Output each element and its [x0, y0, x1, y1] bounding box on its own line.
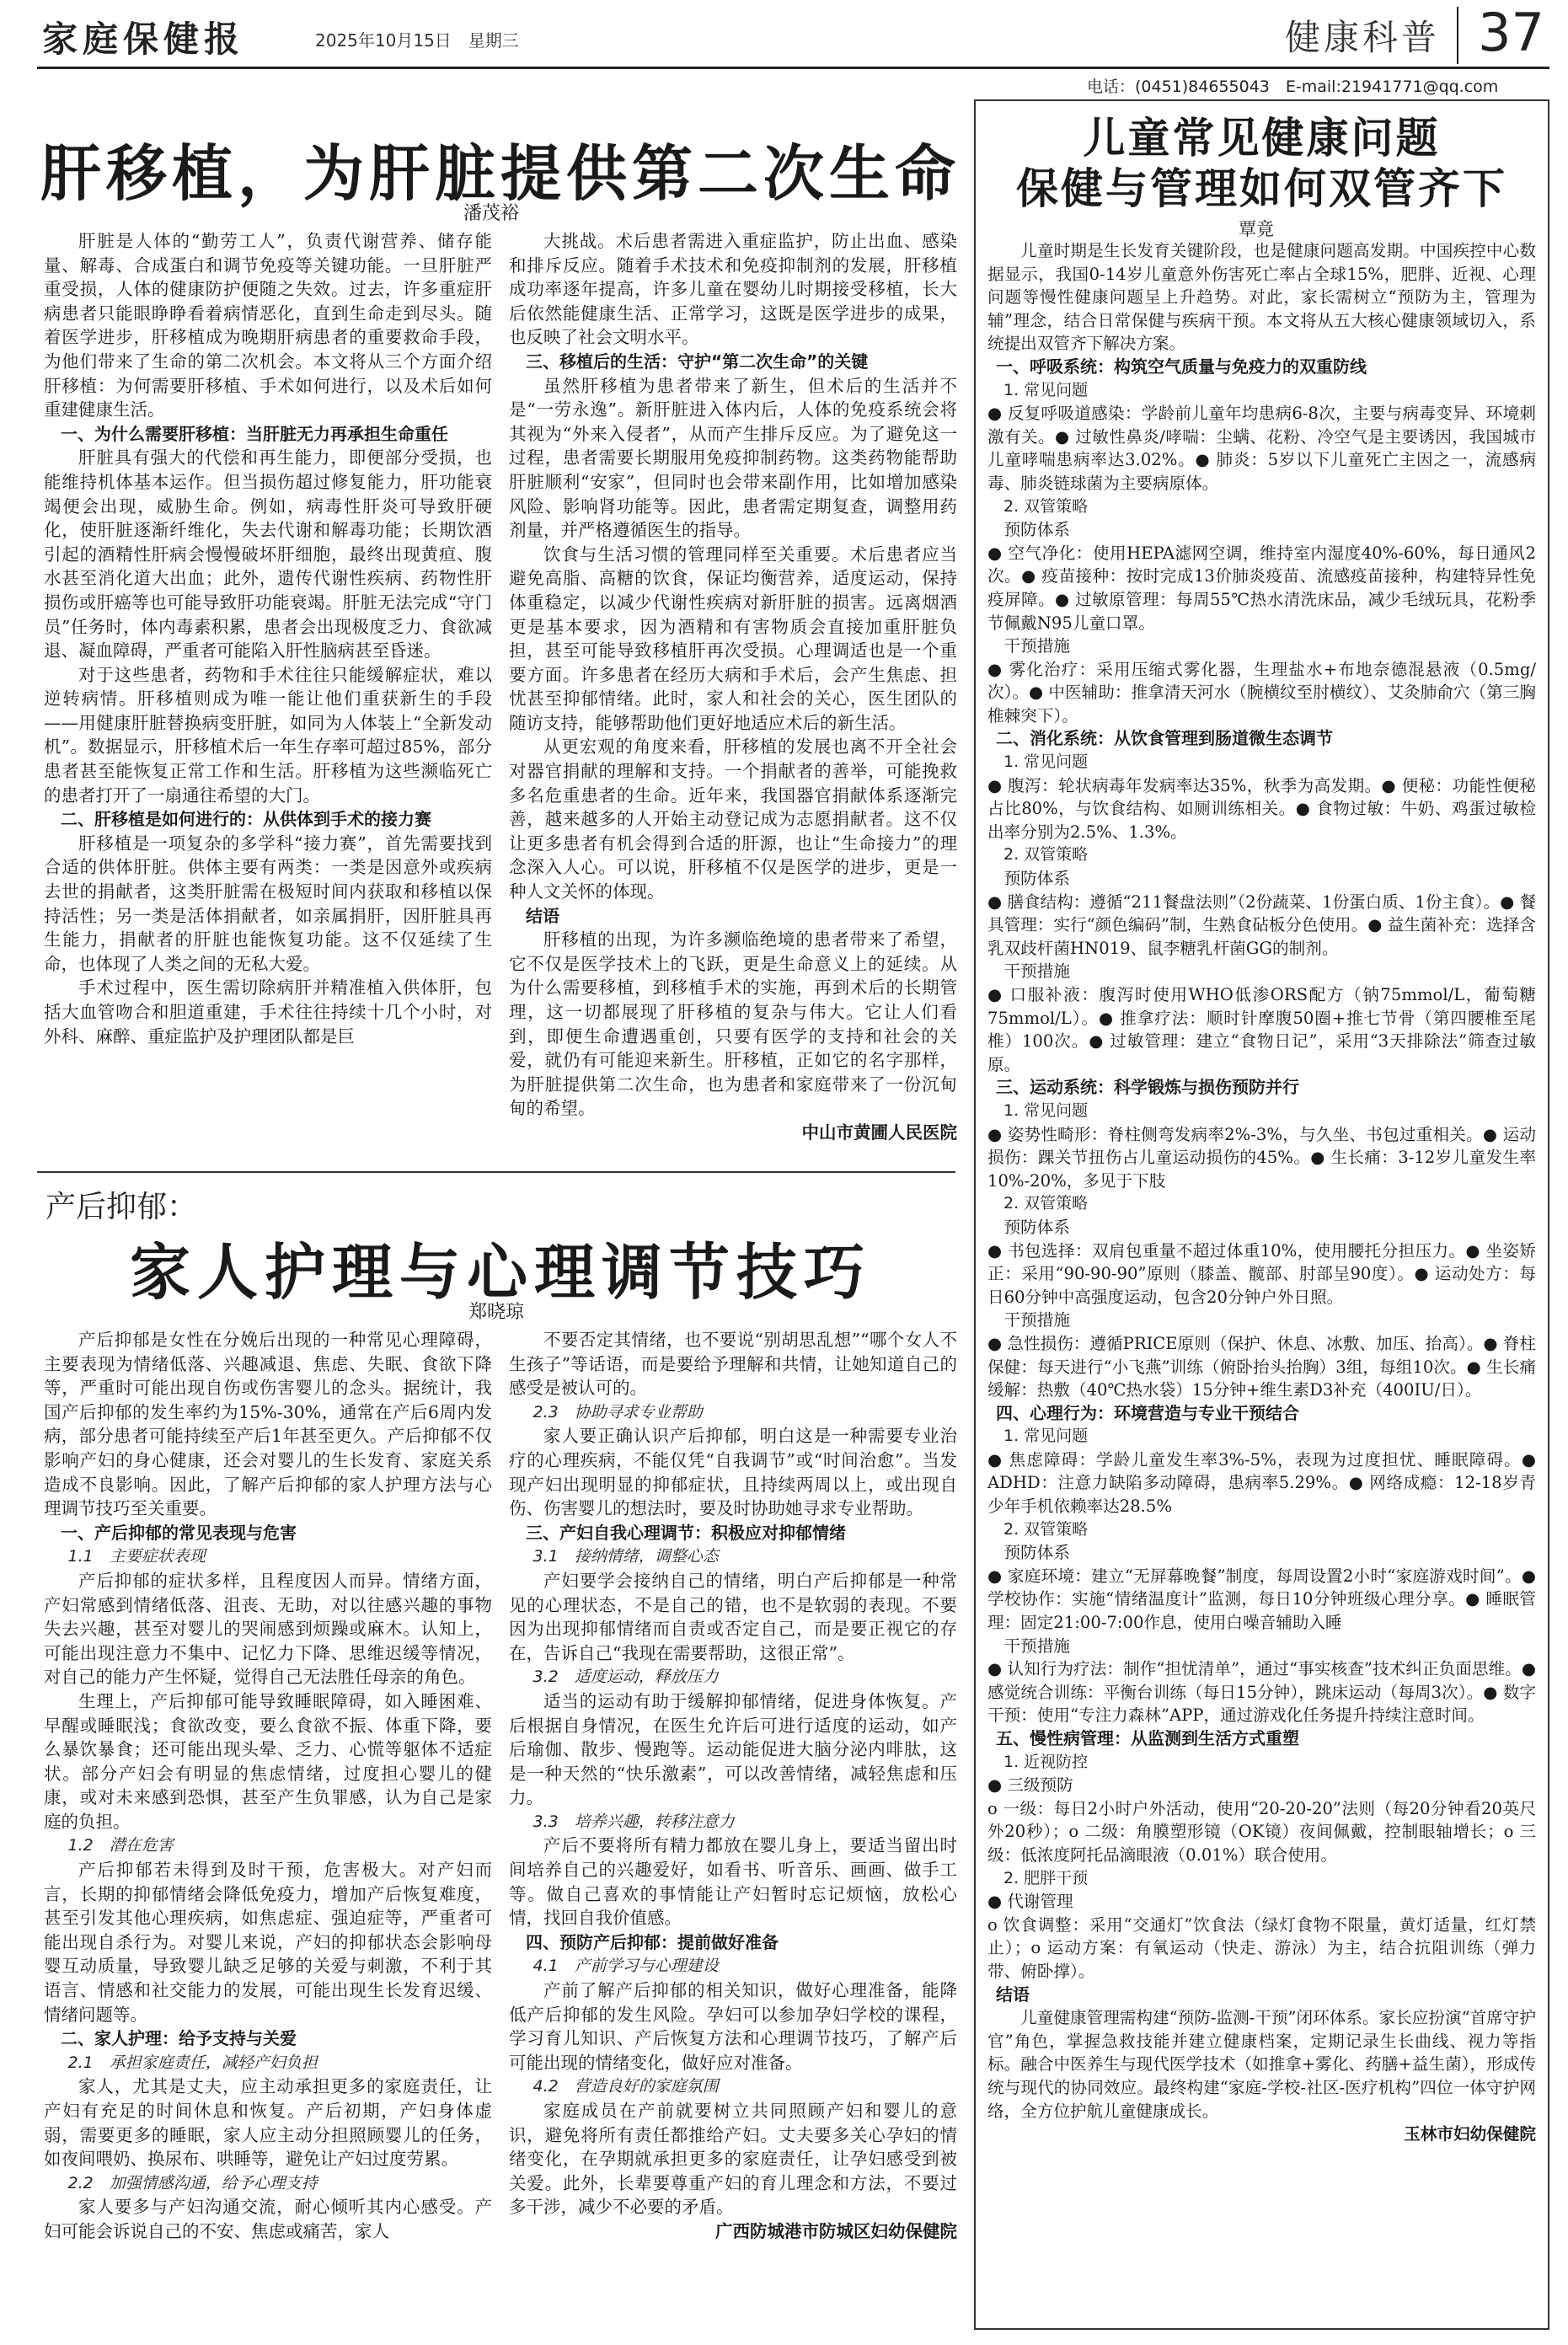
- paragraph: 产后抑郁若未得到及时干预，危害极大。对产妇而言，长期的抑郁情绪会降低免疫力，增加产后恢复难度，甚至引发其他心理疾病，如焦虑症、强迫症等，严重者可能出现自杀行为。对婴儿来说，产妇的抑郁状态会影响母婴互动质量，导致婴儿缺乏足够的关爱与刺激，不利于其语言、情感和社交能力的发展，可能出现生长发育迟缓、情绪问题等。: [44, 1860, 492, 2025]
- article2-column-2: [509, 1328, 957, 2335]
- section-title: 健康科普: [1284, 17, 1440, 58]
- bullet-paragraph: ● 家庭环境：建立“无屏幕晚餐”制度，每周设置2小时“家庭游戏时间”。● 学校协作：实施“情绪温度计”监测，每日10分钟班级心理分享。● 睡眠管理：固定21:00-7:00作息，使用白噪音辅助入睡: [987, 1566, 1536, 1633]
- article3-title-line-1: 儿童常见健康问题: [1083, 113, 1441, 163]
- author-institution: 广西防城港市防城区妇幼保健院: [715, 2220, 957, 2241]
- section-heading: 二、家人护理：给予支持与关爱: [61, 2028, 297, 2049]
- subheading: 预防体系: [1003, 1543, 1070, 1563]
- paragraph: 儿童时期是生长发育关键阶段，也是健康问题高发期。中国疾控中心数据显示，我国0-14岁儿童意外伤害死亡率占全球15%，肥胖、近视、心理问题等慢性健康问题呈上升趋势。对此，家长需树立“预防为主，管理为辅”理念，结合日常保健与疾病干预。本文将从五大核心健康领域切入，系统提出双管齐下解决方案。: [987, 241, 1536, 354]
- masthead: [37, 0, 1549, 69]
- subsection-heading: 2. 双管策略: [1003, 845, 1089, 865]
- subsection-heading: 4.1 产前学习与心理建设: [532, 1957, 719, 1976]
- subsection-heading: 1. 常见问题: [1003, 380, 1089, 399]
- issue-date: 2025年10月15日 星期三: [315, 30, 519, 51]
- page-number: 37: [1478, 2, 1544, 63]
- subsection-heading: 3.2 适度运动，释放压力: [532, 1668, 719, 1687]
- bullet-paragraph: o 一级：每日2小时户外活动，使用“20-20-20”法则（每20分钟看20英尺外20秒）；o 二级：角膜塑形镜（OK镜）夜间佩戴，控制眼轴增长；o 三级：低浓度阿托品滴眼液（0.01%）联合使用。: [987, 1798, 1536, 1865]
- paragraph: 家庭成员在产前就要树立共同照顾产妇和婴儿的意识，避免将所有责任都推给产妇。丈夫要多关心孕妇的情绪变化，在孕期就承担更多的家庭责任，让孕妇感受到被关爱。此外，长辈要尊重产妇的育儿理念和方法，不要过多干涉，减少不必要的矛盾。: [509, 2101, 957, 2218]
- paragraph: 生理上，产后抑郁可能导致睡眠障碍，如入睡困难、早醒或睡眠浅；食欲改变，要么食欲不振、体重下降，要么暴饮暴食；还可能出现头晕、乏力、心慌等躯体不适症状。部分产妇会有明显的焦虑情绪，过度担心婴儿的健康，或对未来感到恐惧，甚至产生负罪感，认为自己是家庭的负担。: [44, 1690, 492, 1832]
- paragraph: 家人要正确认识产后抑郁，明白这是一种需要专业治疗的心理疾病，不能仅凭“自我调节”或“时间治愈”。当发现产妇出现明显的抑郁症状，且持续两周以上，或出现自伤、伤害婴儿的想法时，要及时协助她寻求专业帮助。: [509, 1426, 957, 1519]
- section-heading: 三、移植后的生活：守护“第二次生命”的关键: [526, 351, 869, 372]
- subsection-heading: 4.2 营造良好的家庭氛围: [532, 2077, 719, 2096]
- article1-column-1: [44, 229, 492, 1164]
- article3-title-line-2: 保健与管理如何双管齐下: [1016, 163, 1507, 213]
- article2-author: 郑晓琼: [468, 1302, 525, 1323]
- paragraph: 不要否定其情绪，也不要说“别胡思乱想”“哪个女人不生孩子”等话语，而是要给予理解和共情，让她知道自己的感受是被认可的。: [509, 1330, 957, 1399]
- bullet-paragraph: ● 三级预防: [987, 1775, 1073, 1796]
- bullet-paragraph: ● 代谢管理: [987, 1892, 1073, 1912]
- author-institution: 中山市黄圃人民医院: [801, 1122, 957, 1143]
- subsection-heading: 2.1 承担家庭责任，减轻产妇负担: [67, 2053, 318, 2072]
- article1-title: 肝移植，为肝脏提供第二次生命: [40, 137, 961, 209]
- section-heading: 一、产后抑郁的常见表现与危害: [61, 1522, 297, 1543]
- article2-title: 家人护理与心理调节技巧: [129, 1236, 871, 1308]
- subheading: 干预措施: [1003, 636, 1070, 656]
- bullet-paragraph: ● 空气净化：使用HEPA滤网空调，维持室内湿度40%-60%，每日通风2次。● 疫苗接种：按时完成13价肺炎疫苗、流感疫苗接种，构建特异性免疫屏障。● 过敏原管理：每周55℃热水清洗床品，减少毛绒玩具，花粉季节佩戴N95儿童口罩。: [987, 543, 1536, 633]
- subsection-heading: 2.2 加强情感沟通，给予心理支持: [67, 2173, 318, 2192]
- paragraph: 产后抑郁是女性在分娩后出现的一种常见心理障碍，主要表现为情绪低落、兴趣减退、焦虑、失眠、食欲下降等，严重时可能出现自伤或伤害婴儿的念头。据统计，我国产后抑郁的发生率约为15%-30%，通常在产后6周内发病，部分患者可能持续至产后1年甚至更久。产后抑郁不仅影响产妇的身心健康，还会对婴儿的生长发育、家庭关系造成不良影响。因此，了解产后抑郁的家人护理方法与心理调节技巧至关重要。: [44, 1330, 492, 1519]
- paragraph: 饮食与生活习惯的管理同样至关重要。术后患者应当避免高脂、高糖的饮食，保证均衡营养，适度运动，保持体重稳定，以减少代谢性疾病对新肝脏的损害。远离烟酒更是基本要求，因为酒精和有害物质会直接加重肝脏负担，甚至可能导致移植肝再次受损。心理调适也是一个重要方面。许多患者在经历大病和手术后，会产生焦虑、担忧甚至抑郁情绪。此时，家人和社会的关心，医生团队的随访支持，能够帮助他们更好地适应术后的新生活。: [509, 543, 957, 733]
- subheading: 预防体系: [1003, 869, 1070, 889]
- subheading: 干预措施: [1003, 961, 1070, 982]
- bullet-paragraph: ● 焦虑障碍：学龄儿童发生率3%-5%，表现为过度担忧、睡眠障碍。● ADHD：注意力缺陷多动障碍，患病率5.29%。● 网络成瘾：12-18岁青少年手机依赖率达28.5%: [987, 1449, 1536, 1517]
- section-heading: 一、为什么需要肝移植：当肝脏无力再承担生命重任: [61, 423, 448, 444]
- article3-title: [974, 113, 1549, 214]
- subsection-heading: 2. 双管策略: [1003, 1519, 1089, 1539]
- paragraph: 产后抑郁的症状多样，且程度因人而异。情绪方面，产妇常感到情绪低落、沮丧、无助，对以往感兴趣的事物失去兴趣，甚至对婴儿的哭闹感到烦躁或麻木。认知上，可能出现注意力不集中、记忆力下降、思维迟缓等情况，对自己的能力产生怀疑，觉得自己无法胜任母亲的角色。: [44, 1570, 492, 1688]
- section-heading: 五、慢性病管理：从监测到生活方式重塑: [996, 1728, 1299, 1748]
- subsection-heading: 3.1 接纳情绪，调整心态: [532, 1547, 719, 1566]
- subsection-heading: 3.3 培养兴趣，转移注意力: [532, 1812, 735, 1831]
- section-heading: 二、肝移植是如何进行的：从供体到手术的接力赛: [61, 809, 431, 830]
- paragraph: 从更宏观的角度来看，肝移植的发展也离不开全社会对器官捐献的理解和支持。一个捐献者的善举，可能挽救多名危重患者的生命。近年来，我国器官捐献体系逐渐完善，越来越多的人开始主动登记成为志愿捐献者。这不仅让更多患者有机会得到合适的肝源，也让“生命接力”的理念深入人心。可以说，肝移植不仅是医学的进步，更是一种人文关怀的体现。: [509, 736, 957, 902]
- paragraph: 产后不要将所有精力都放在婴儿身上，要适当留出时间培养自己的兴趣爱好，如看书、听音乐、画画、做手工等。做自己喜欢的事情能让产妇暂时忘记烦恼，放松心情，找回自我价值感。: [509, 1835, 957, 1929]
- section-heading: 一、呼吸系统：构筑空气质量与免疫力的双重防线: [996, 356, 1367, 377]
- paragraph: 肝移植是一项复杂的多学科“接力赛”，首先需要找到合适的供体肝脏。供体主要有两类：一类是因意外或疾病去世的捐献者，这类肝脏需在极短时间内获取和移植以保持活性；另一类是活体捐献者，如亲属捐肝，因肝脏具再生能力，捐献者的肝脏也能恢复功能。这不仅延续了生命，也体现了人类之间的无私大爱。: [44, 833, 492, 974]
- subsection-heading: 1.1 主要症状表现: [67, 1547, 206, 1566]
- bullet-paragraph: ● 急性损伤：遵循PRICE原则（保护、休息、冰敷、加压、抬高）。● 脊柱保健：每天进行“小飞燕”训练（俯卧抬头抬胸）3组，每组10次。● 生长痛缓解：热敷（40℃热水袋）15分钟+维生素D3补充（400IU/日）。: [987, 1333, 1536, 1400]
- subheading: 干预措施: [1003, 1310, 1070, 1330]
- bullet-paragraph: ● 膳食结构：遵循“211餐盘法则”（2份蔬菜、1份蛋白质、1份主食）。● 餐具管理：实行“颜色编码”制，生熟食砧板分色使用。● 益生菌补充：选择含乳双歧杆菌HN019、鼠李糖乳杆菌GG的制剂。: [987, 891, 1536, 958]
- section-heading: 四、心理行为：环境营造与专业干预结合: [996, 1402, 1299, 1423]
- contact-info: 电话：(0451)84655043 E-mail:21941771@qq.com: [1087, 78, 1499, 96]
- author-institution: 玉林市妇幼保健院: [1404, 2124, 1536, 2144]
- paragraph: 产前了解产后抑郁的相关知识，做好心理准备，能降低产后抑郁的发生风险。孕妇可以参加孕妇学校的课程，学习育儿知识、产后恢复方法和心理调节技巧，了解产后可能出现的情绪变化，做好应对准备。: [509, 1980, 957, 2073]
- paragraph: 适当的运动有助于缓解抑郁情绪，促进身体恢复。产后根据自身情况，在医生允许后可进行适度的运动，如产后瑜伽、散步、慢跑等。运动能促进大脑分泌内啡肽，这是一种天然的“快乐激素”，可以改善情绪，减轻焦虑和压力。: [509, 1690, 957, 1808]
- subsection-heading: 2. 肥胖干预: [1003, 1868, 1089, 1887]
- article2-kicker: 产后抑郁：: [45, 1190, 198, 1224]
- subsection-heading: 2. 双管策略: [1003, 1194, 1089, 1213]
- section-heading: 结语: [996, 1984, 1030, 2005]
- bullet-paragraph: ● 口服补液：腹泻时使用WHO低渗ORS配方（钠75mmol/L，葡萄糖75mmol/L）。● 推拿疗法：顺时针摩腹50圈+推七节骨（第四腰椎至尾椎）100次。● 过敏管理：建立“食物日记”，采用“3天排除法”筛查过敏原。: [987, 985, 1536, 1074]
- paragraph: 家人，尤其是丈夫，应主动承担更多的家庭责任，让产妇有充足的时间休息和恢复。产后初期，产妇身体虚弱，需要更多的睡眠，家人应主动分担照顾婴儿的任务，如夜间喂奶、换尿布、哄睡等，避免让产妇过度劳累。: [44, 2076, 492, 2170]
- subsection-heading: 2.3 协助寻求专业帮助: [532, 1402, 703, 1421]
- article2-column-1: [44, 1328, 492, 2335]
- bullet-paragraph: ● 反复呼吸道感染：学龄前儿童年均患病6-8次，主要与病毒变异、环境刺激有关。● 过敏性鼻炎/哮喘：尘螨、花粉、冷空气是主要诱因，我国城市儿童哮喘患病率达3.02%。● 肺炎：5岁以下儿童死亡主因之一，流感病毒、肺炎链球菌为主要病原体。: [987, 404, 1536, 493]
- paragraph: 手术过程中，医生需切除病肝并精准植入供体肝，包括大血管吻合和胆道重建，手术往往持续十几个小时，对外科、麻醉、重症监护及护理团队都是巨: [44, 977, 492, 1047]
- bullet-paragraph: ● 腹泻：轮状病毒年发病率达35%，秋季为高发期。● 便秘：功能性便秘占比80%，与饮食结构、如厕训练相关。● 食物过敏：牛奶、鸡蛋过敏检出率分别为2.5%、1.3%。: [987, 775, 1536, 842]
- paragraph: 虽然肝移植为患者带来了新生，但术后的生活并不是“一劳永逸”。新肝脏进入体内后，人体的免疫系统会将其视为“外来入侵者”，从而产生排斥反应。为了避免这一过程，患者需要长期服用免疫抑制药物。这类药物能帮助肝脏顺利“安家”，但同时也会带来副作用，比如增加感染风险、影响肾功能等。因此，患者需定期复查，调整用药剂量，并严格遵循医生的指导。: [509, 375, 957, 541]
- subsection-heading: 1. 常见问题: [1003, 752, 1089, 772]
- subsection-heading: 1. 常见问题: [1003, 1100, 1089, 1120]
- section-heading: 三、产妇自我心理调节：积极应对抑郁情绪: [526, 1522, 846, 1543]
- subsection-heading: 1.2 潜在危害: [67, 1836, 174, 1855]
- bullet-paragraph: o 饮食调整：采用“交通灯”饮食法（绿灯食物不限量，黄灯适量，红灯禁止）；o 运动方案：有氧运动（快走、游泳）为主，结合抗阻训练（弹力带、俯卧撑）。: [987, 1914, 1536, 1981]
- bullet-paragraph: ● 雾化治疗：采用压缩式雾化器，生理盐水+布地奈德混悬液（0.5mg/次）。● 中医辅助：推拿清天河水（腕横纹至肘横纹）、艾灸肺俞穴（第三胸椎棘突下）。: [987, 659, 1536, 725]
- section-heading: 结语: [526, 905, 559, 926]
- bullet-paragraph: ● 认知行为疗法：制作“担忧清单”，通过“事实核查”技术纠正负面思维。● 感觉统合训练：平衡台训练（每日15分钟），跳床运动（每周3次）。● 数字干预：使用“专注力森林”APP，通过游戏化任务提升持续注意时间。: [987, 1659, 1536, 1726]
- paragraph: 对于这些患者，药物和手术往往只能缓解症状，难以逆转病情。肝移植则成为唯一能让他们重获新生的手段——用健康肝脏替换病变肝脏，如同为人体装上“全新发动机”。数据显示，肝移植术后一年生存率可超过85%，部分患者甚至能恢复正常工作和生活。肝移植为这些濒临死亡的患者打开了一扇通往希望的大门。: [44, 664, 492, 806]
- subheading: 预防体系: [1003, 1217, 1070, 1237]
- paragraph: 儿童健康管理需构建“预防-监测-干预”闭环体系。家长应扮演“首席守护官”角色，掌握急救技能并建立健康档案，定期记录生长曲线、视力等指标。融合中医养生与现代医学技术（如推拿+雾化、药膳+益生菌），形成传统与现代的协同效应。最终构建“家庭-学校-社区-医疗机构”四位一体守护网络，全方位护航儿童健康成长。: [987, 2008, 1536, 2121]
- subsection-heading: 1. 近视防控: [1003, 1752, 1089, 1771]
- paragraph: 肝脏是人体的“勤劳工人”，负责代谢营养、储存能量、解毒、合成蛋白和调节免疫等关键功能。一旦肝脏严重受损，人体的健康防护便随之失效。过去，许多重症肝病患者只能眼睁睁看着病情恶化，直到生命走到尽头。随着医学进步，肝移植成为晚期肝病患者的重要救命手段，为他们带来了生命的第二次机会。本文将从三个方面介绍肝移植：为何需要肝移植、手术如何进行，以及术后如何重建健康生活。: [44, 231, 492, 420]
- bullet-paragraph: ● 姿势性畸形：脊柱侧弯发病率2%-3%，与久坐、书包过重相关。● 运动损伤：踝关节扭伤占儿童运动损伤的45%。● 生长痛：3-12岁儿童发生率10%-20%，多见于下肢: [987, 1124, 1536, 1191]
- section-heading: 二、消化系统：从饮食管理到肠道微生态调节: [996, 728, 1333, 749]
- paragraph: 大挑战。术后患者需进入重症监护，防止出血、感染和排斥反应。随着手术技术和免疫抑制剂的发展，肝移植成功率逐年提高，许多儿童在婴幼儿时期接受移植，长大后依然能健康生活、正常学习，这既是医学进步的成果，也反映了社会文明水平。: [509, 231, 957, 348]
- paragraph: 产妇要学会接纳自己的情绪，明白产后抑郁是一种常见的心理状态，不是自己的错，也不是软弱的表现。不要因为出现抑郁情绪而自责或否定自己，而是要正视它的存在，告诉自己“我现在需要帮助，这很正常”。: [509, 1570, 957, 1663]
- subsection-heading: 1. 常见问题: [1003, 1427, 1089, 1446]
- section-heading: 三、运动系统：科学锻炼与损伤预防并行: [996, 1077, 1299, 1098]
- paragraph: 肝移植的出现，为许多濒临绝境的患者带来了希望，它不仅是医学技术上的飞跃，更是生命意义上的延续。从为什么需要移植，到移植手术的实施，再到术后的长期管理，这一切都展现了肝移植的复杂与伟大。它让人们看到，即便生命遭遇重创，只要有医学的支持和社会的关爱，就仍有可能迎来新生。肝移植，正如它的名字那样，为肝脏提供第二次生命，也为患者和家庭带来了一份沉甸甸的希望。: [509, 929, 957, 1119]
- subheading: 干预措施: [1003, 1636, 1070, 1656]
- article3-column: [987, 239, 1536, 2322]
- bullet-paragraph: ● 书包选择：双肩包重量不超过体重10%，使用腰托分担压力。● 坐姿矫正：采用“90-90-90”原则（膝盖、髋部、肘部呈90度）。● 运动处方：每日60分钟中高强度运动，包含20分钟户外日照。: [987, 1240, 1536, 1307]
- paragraph: 家人要多与产妇沟通交流，耐心倾听其内心感受。产妇可能会诉说自己的不安、焦虑或痛苦，家人: [44, 2197, 492, 2241]
- article-divider: [37, 1171, 955, 1173]
- subsection-heading: 2. 双管策略: [1003, 496, 1089, 516]
- article3-author: 覃竟: [1239, 219, 1274, 239]
- subheading: 预防体系: [1003, 520, 1070, 540]
- newspaper-name: 家庭保健报: [42, 19, 245, 60]
- article1-column-2: [509, 229, 957, 1164]
- masthead-divider: [1457, 7, 1458, 64]
- section-heading: 四、预防产后抑郁：提前做好准备: [526, 1931, 779, 1952]
- article1-author: 潘茂裕: [463, 203, 520, 224]
- paragraph: 肝脏具有强大的代偿和再生能力，即便部分受损，也能维持机体基本运作。但当损伤超过修复能力，肝功能衰竭便会出现，威胁生命。例如，病毒性肝炎可导致肝硬化，使肝脏逐渐纤维化，失去代谢和解毒功能；长期饮酒引起的酒精性肝病会慢慢破坏肝细胞，最终出现黄疸、腹水甚至消化道大出血；此外，遗传代谢性疾病、药物性肝损伤或肝癌等也可能导致肝功能衰竭。肝脏无法完成“守门员”任务时，体内毒素积累，患者会出现极度乏力、食欲减退、凝血障碍，严重者可能陷入肝性脑病甚至昏迷。: [44, 447, 492, 661]
